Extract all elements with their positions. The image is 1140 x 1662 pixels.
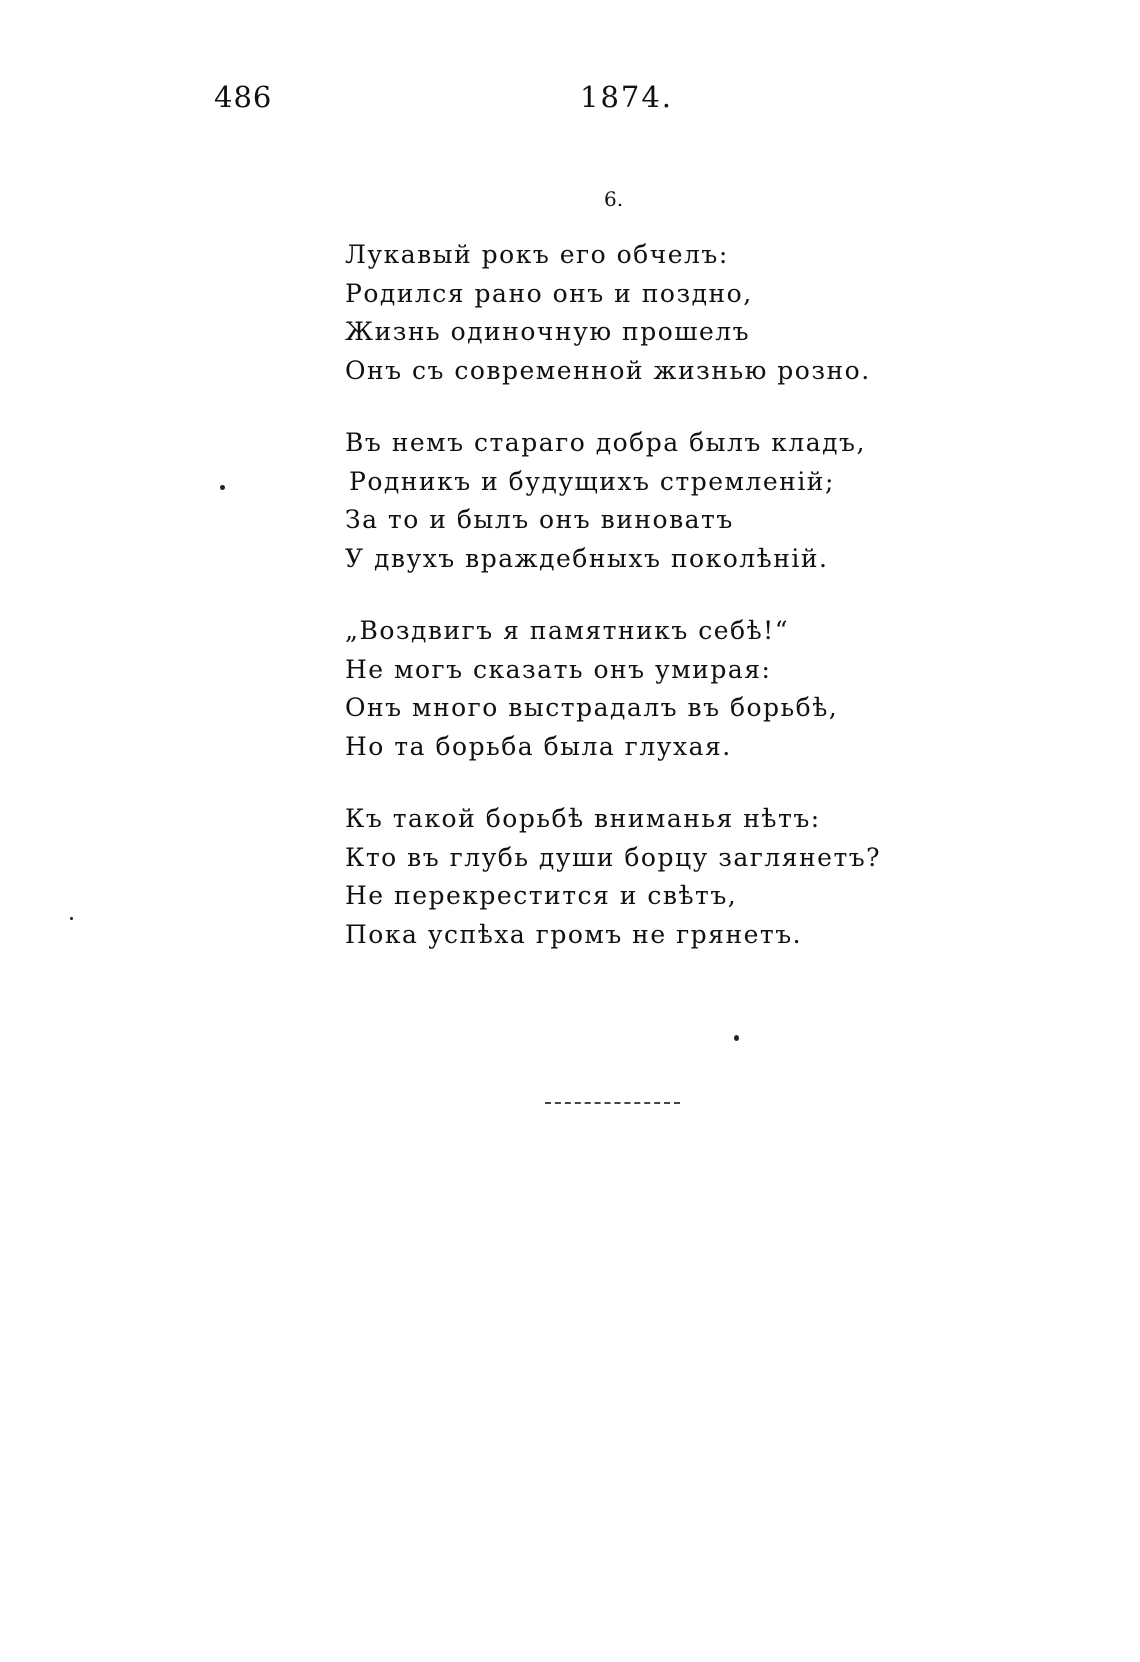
verse-line: Пока успѣха громъ не грянетъ.: [345, 919, 803, 949]
verse-line: Родникъ и будущихъ стремленій;: [349, 466, 835, 496]
verse-line: Но та борьба была глухая.: [345, 731, 732, 761]
poem-body: [345, 236, 905, 988]
print-speck: [70, 917, 73, 920]
verse-line: Кто въ глубь души борцу заглянетъ?: [345, 842, 882, 872]
verse-line: Онъ съ современной жизнью розно.: [345, 355, 871, 385]
end-rule: [545, 1102, 680, 1104]
print-speck: [734, 1035, 739, 1041]
verse-line: Въ немъ стараго добра былъ кладъ,: [345, 428, 866, 457]
verse-line: Лукавый рокъ его обчелъ:: [345, 240, 729, 269]
verse-line: Не могъ сказать онъ умирая:: [345, 654, 772, 684]
running-head-year: 1874.: [580, 80, 674, 114]
verse-line: „Воздвигъ я памятникъ себѣ!“: [345, 616, 789, 645]
verse-line: Онъ много выстрадалъ въ борьбѣ,: [345, 693, 839, 722]
verse-line: Жизнь одиночную прошелъ: [345, 317, 751, 346]
poem-number: 6.: [604, 187, 624, 211]
stanza-3: [345, 612, 905, 766]
verse-line: Не перекрестится и свѣтъ,: [345, 881, 738, 910]
page-number: 486: [214, 80, 273, 114]
verse-line: У двухъ враждебныхъ поколѣній.: [345, 543, 829, 573]
stanza-4: [345, 800, 905, 954]
verse-line: За то и былъ онъ виноватъ: [345, 505, 734, 534]
verse-line: Къ такой борьбѣ вниманья нѣтъ:: [345, 804, 821, 833]
stanza-1: [345, 236, 905, 390]
stanza-2: [345, 424, 905, 578]
verse-line: Родился рано онъ и поздно,: [345, 278, 753, 308]
print-speck: [220, 485, 225, 490]
